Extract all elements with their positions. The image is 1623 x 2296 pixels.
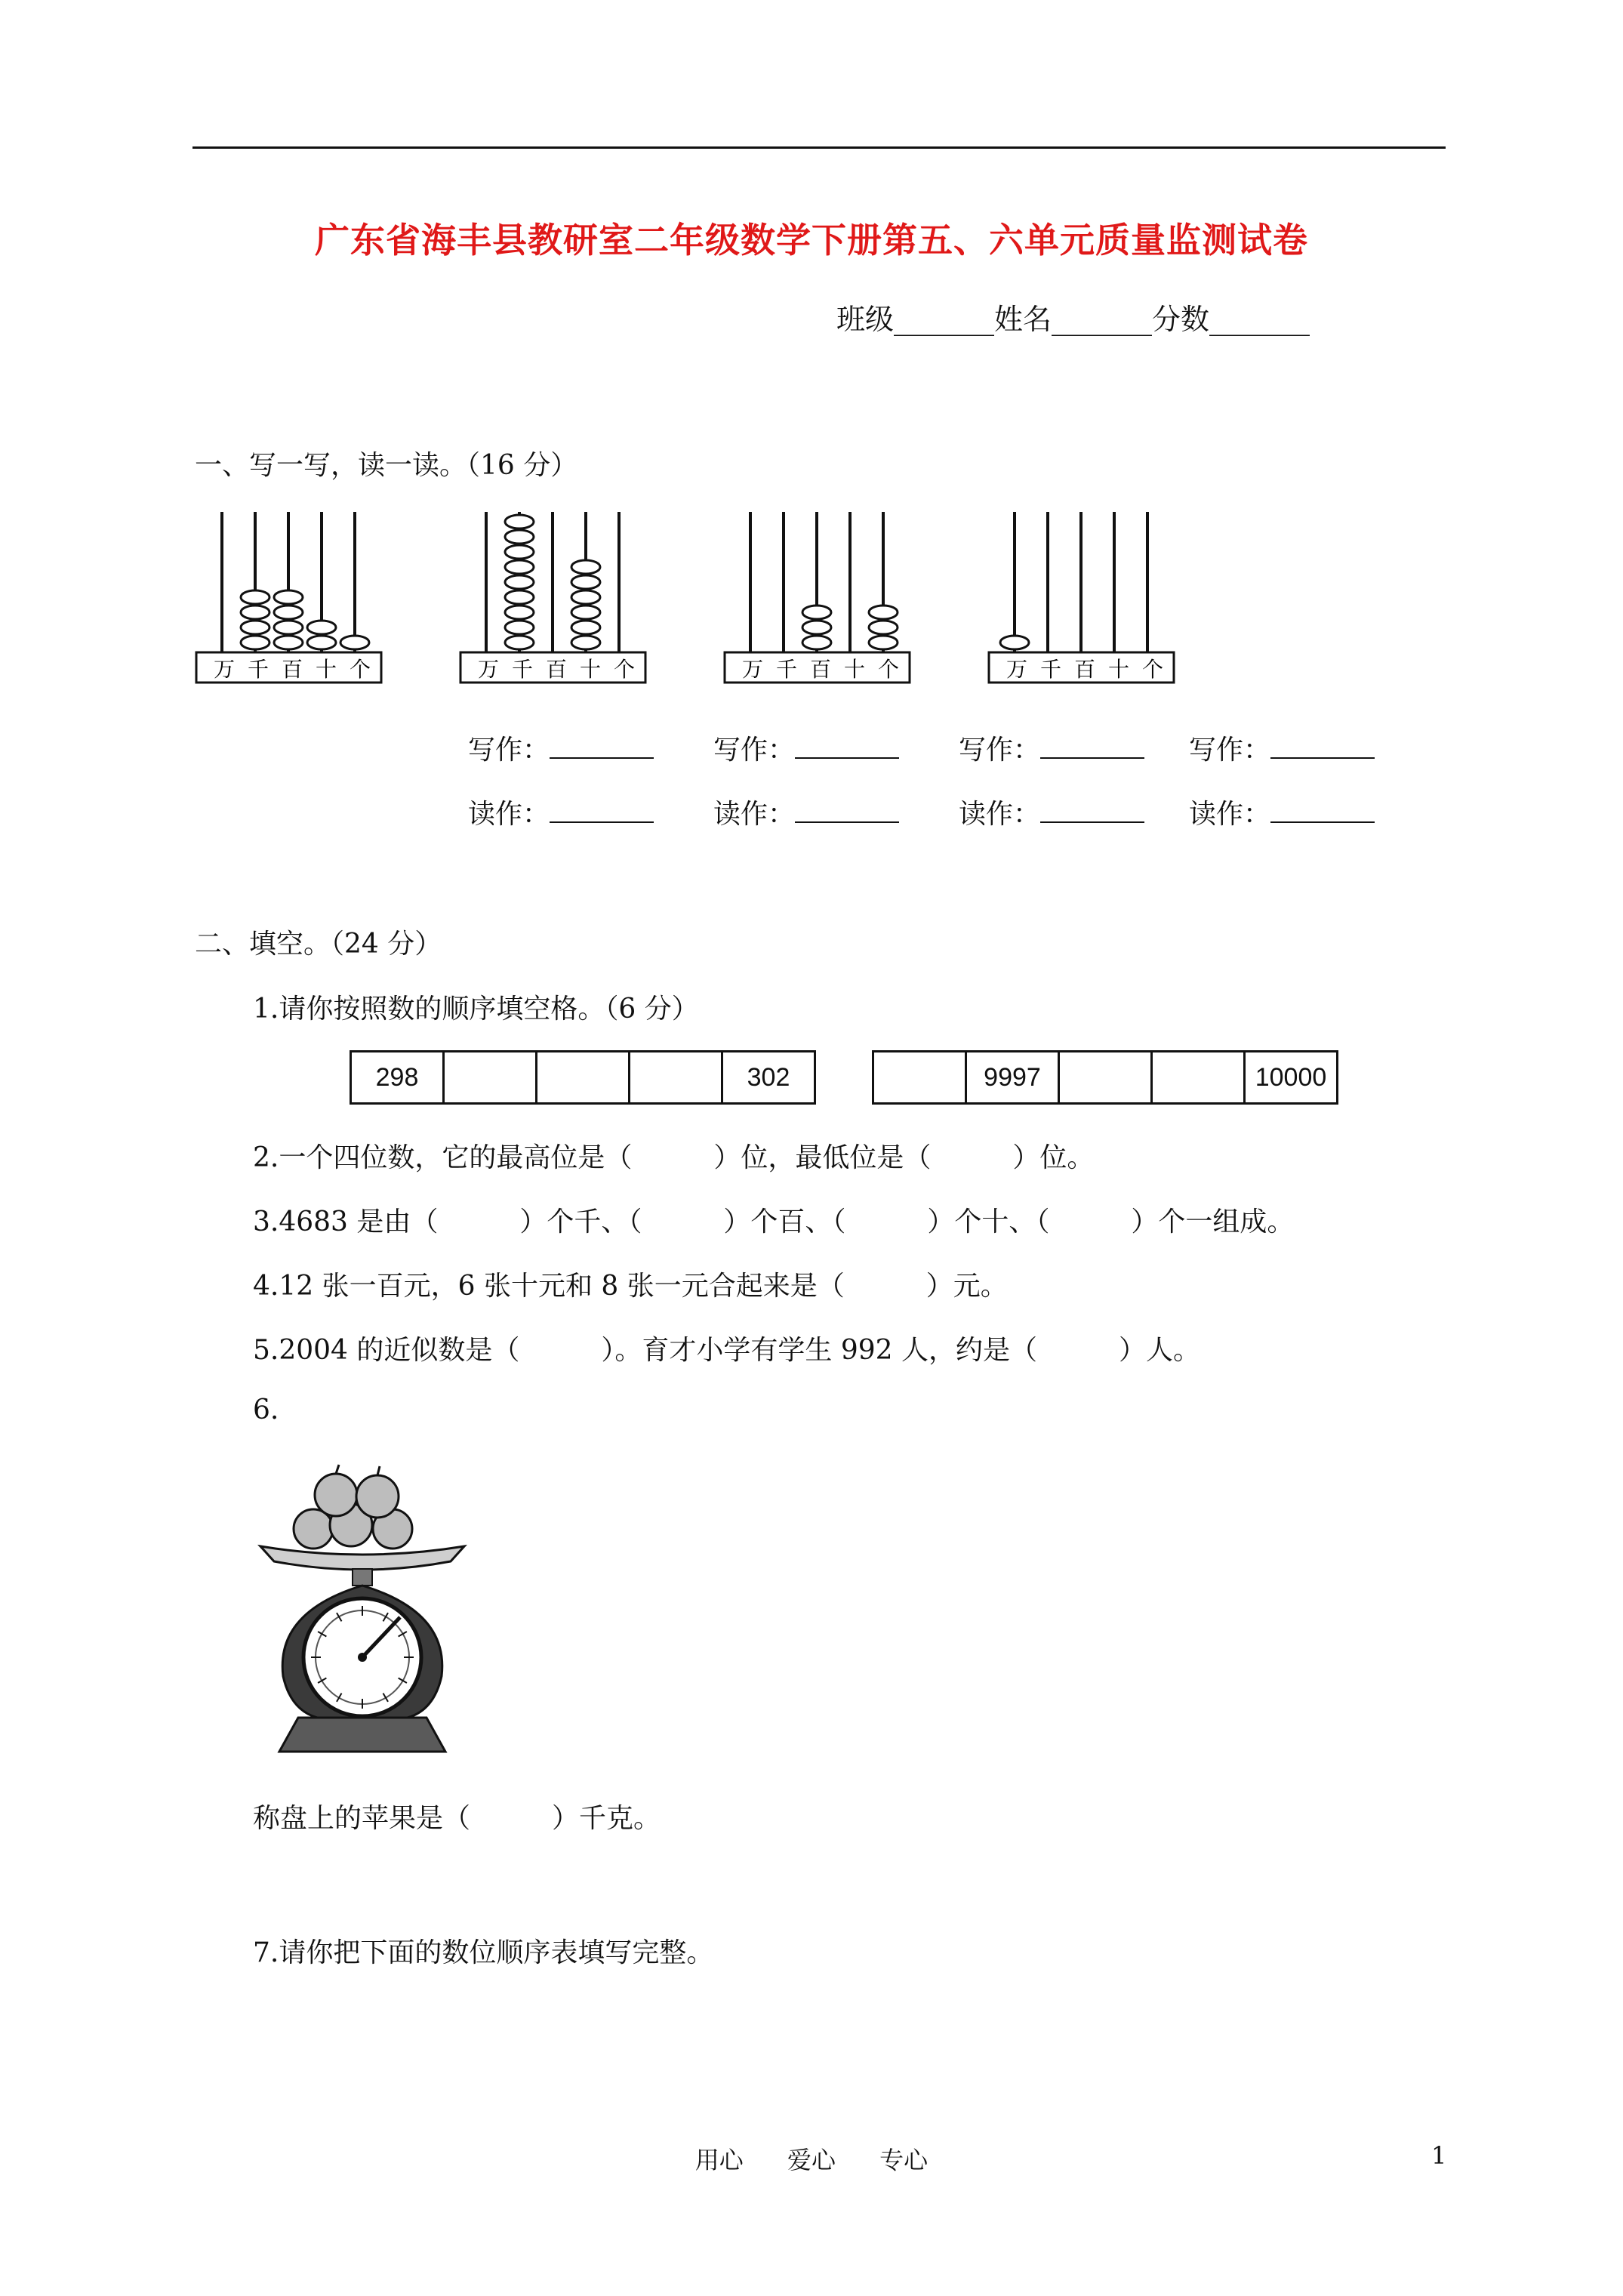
section-2-heading: 二、填空。（24 分） xyxy=(195,929,442,960)
abacus-place-label: 十 xyxy=(844,657,866,682)
sequence-cell[interactable] xyxy=(873,1052,966,1104)
abacus-bead xyxy=(241,606,269,619)
question-5: 5.2004 的近似数是（ ）。育才小学有学生 992 人，约是（ ）人。 xyxy=(253,1335,1201,1366)
question-2: 2.一个四位数，它的最高位是（ ）位，最低位是（ ）位。 xyxy=(253,1142,1095,1173)
abacus-row xyxy=(195,504,1199,693)
abacus-bead xyxy=(571,590,600,604)
read-item-4 xyxy=(1189,793,1375,831)
abacus-place-label: 十 xyxy=(580,657,602,682)
abacus-place-label: 个 xyxy=(878,657,900,682)
abacus-place-label: 千 xyxy=(248,657,269,682)
abacus-place-label: 万 xyxy=(478,657,500,682)
question-1: 1.请你按照数的顺序填空格。（6 分） xyxy=(253,994,699,1025)
abacus-place-label: 十 xyxy=(1108,657,1130,682)
page-number: 1 xyxy=(1431,2141,1447,2170)
read-item-2 xyxy=(713,793,899,831)
abacus-bead xyxy=(869,636,898,649)
write-label: 写作： xyxy=(713,735,796,766)
abacus-bead xyxy=(274,606,303,619)
question-7: 7.请你把下面的数位顺序表填写完整。 xyxy=(253,1937,714,1968)
abacus-bead xyxy=(802,606,831,619)
read-label: 读作： xyxy=(713,799,796,830)
abacus-bead xyxy=(307,636,336,649)
read-label: 读作： xyxy=(468,799,550,830)
write-label: 写作： xyxy=(959,735,1041,766)
abacus-bead xyxy=(802,621,831,634)
write-item-3 xyxy=(959,729,1144,767)
abacus-bead xyxy=(505,560,534,574)
abacus xyxy=(989,512,1174,683)
read-blank[interactable] xyxy=(795,796,899,823)
abacus-bead xyxy=(869,621,898,634)
abacus-place-label: 千 xyxy=(776,657,798,682)
header-rule xyxy=(192,146,1446,149)
footer-item: 专心 xyxy=(879,2146,929,2174)
read-blank[interactable] xyxy=(1040,796,1144,823)
footer xyxy=(0,2141,1623,2176)
sequence-cell[interactable] xyxy=(1152,1052,1245,1104)
abacus-bead xyxy=(505,590,534,604)
sequence-cell[interactable] xyxy=(1059,1052,1152,1104)
abacus-bead xyxy=(571,575,600,589)
abacus-bead xyxy=(274,636,303,649)
question-4: 4.12 张一百元，6 张十元和 8 张一元合起来是（ ）元。 xyxy=(253,1271,1008,1302)
write-item-2 xyxy=(713,729,899,767)
abacus xyxy=(196,512,381,683)
abacus-bead xyxy=(241,621,269,634)
abacus-bead xyxy=(505,545,534,559)
abacus-place-label: 百 xyxy=(810,657,832,682)
abacus-place-label: 个 xyxy=(614,657,636,682)
abacus xyxy=(725,512,910,683)
abacus-place-label: 百 xyxy=(546,657,568,682)
abacus-bead xyxy=(505,606,534,619)
abacus-bead xyxy=(340,636,369,649)
abacus-bead xyxy=(571,636,600,649)
write-blank[interactable] xyxy=(550,732,654,759)
abacus-bead xyxy=(869,606,898,619)
read-item-1 xyxy=(468,793,654,831)
abacus-place-label: 十 xyxy=(316,657,337,682)
abacus-bead xyxy=(274,621,303,634)
question-6-text: 称盘上的苹果是（ ）千克。 xyxy=(253,1803,661,1834)
apple-icon xyxy=(315,1474,357,1516)
write-label: 写作： xyxy=(468,735,550,766)
abacus-bead xyxy=(505,621,534,634)
abacus-place-label: 百 xyxy=(1074,657,1096,682)
write-blank[interactable] xyxy=(795,732,899,759)
read-blank[interactable] xyxy=(550,796,654,823)
abacus-place-label: 万 xyxy=(742,657,764,682)
abacus-bead xyxy=(505,515,534,529)
abacus-place-label: 个 xyxy=(1142,657,1164,682)
sequence-table-2 xyxy=(872,1050,1338,1105)
abacus-bead xyxy=(505,530,534,544)
abacus-place-label: 万 xyxy=(1006,657,1028,682)
student-info-line: 班级_______姓名_______分数_______ xyxy=(836,303,1310,336)
write-blank[interactable] xyxy=(1270,732,1375,759)
abacus-bead xyxy=(571,621,600,634)
scale-pan xyxy=(260,1546,464,1570)
abacus-bead xyxy=(505,575,534,589)
abacus-bead xyxy=(307,621,336,634)
apple-icon xyxy=(356,1475,399,1518)
sequence-cell[interactable]: 10000 xyxy=(1245,1052,1338,1104)
abacus-place-label: 百 xyxy=(282,657,303,682)
sequence-cell[interactable] xyxy=(444,1052,537,1104)
read-label: 读作： xyxy=(959,799,1041,830)
footer-item: 用心 xyxy=(694,2146,744,2174)
read-blank[interactable] xyxy=(1270,796,1375,823)
write-blank[interactable] xyxy=(1040,732,1144,759)
scale-illustration xyxy=(253,1450,472,1767)
sequence-cell[interactable]: 9997 xyxy=(966,1052,1059,1104)
sequence-cell[interactable]: 298 xyxy=(351,1052,444,1104)
page-title: 广东省海丰县教研室二年级数学下册第五、六单元质量监测试卷 xyxy=(315,220,1308,260)
abacus-bead xyxy=(1000,636,1029,649)
abacus-bead xyxy=(241,636,269,649)
abacus-bead xyxy=(571,606,600,619)
sequence-table-1 xyxy=(350,1050,816,1105)
scale-base xyxy=(279,1718,445,1752)
abacus-place-label: 千 xyxy=(1040,657,1062,682)
write-item-4 xyxy=(1189,729,1375,767)
write-label: 写作： xyxy=(1189,735,1271,766)
abacus-bead xyxy=(505,636,534,649)
abacus-bead xyxy=(571,560,600,574)
footer-item: 爱心 xyxy=(787,2146,836,2174)
abacus-bead xyxy=(274,590,303,604)
abacus-bead xyxy=(802,636,831,649)
abacus xyxy=(460,512,645,683)
abacus-place-label: 万 xyxy=(214,657,236,682)
question-6-number: 6. xyxy=(253,1395,279,1425)
sequence-cell[interactable] xyxy=(630,1052,722,1104)
sequence-cell[interactable]: 302 xyxy=(722,1052,815,1104)
write-item-1 xyxy=(468,729,654,767)
sequence-cell[interactable] xyxy=(537,1052,630,1104)
question-3: 3.4683 是由（ ）个千、（ ）个百、（ ）个十、（ ）个一组成。 xyxy=(253,1207,1295,1237)
read-label: 读作： xyxy=(1189,799,1271,830)
abacus-bead xyxy=(241,590,269,604)
read-item-3 xyxy=(959,793,1144,831)
abacus-place-label: 千 xyxy=(512,657,534,682)
abacus-place-label: 个 xyxy=(350,657,371,682)
section-1-heading: 一、写一写，读一读。（16 分） xyxy=(195,450,578,481)
